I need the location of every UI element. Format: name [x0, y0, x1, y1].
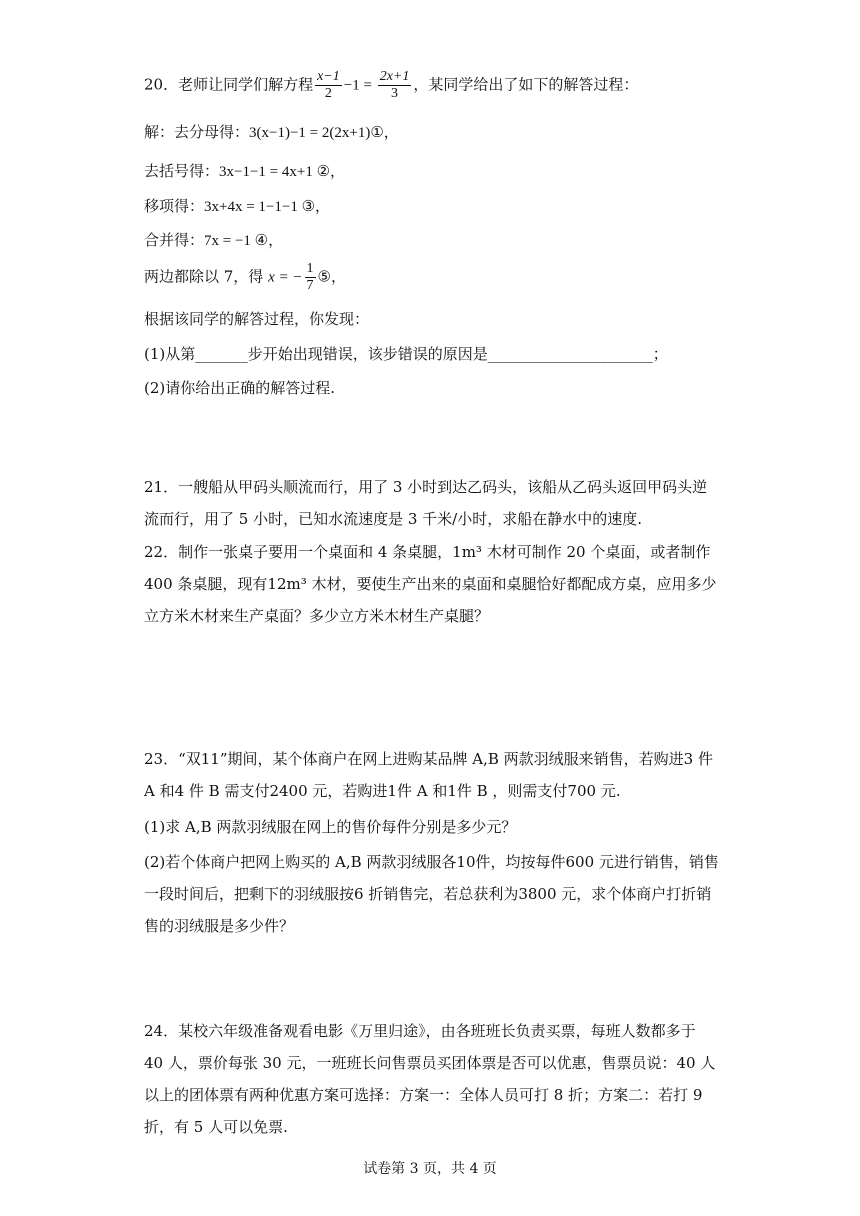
- q22-text: 22．制作一张桌子要用一个桌面和 4 条桌腿，1m³ 木材可制作 20 个桌面，或者制作 400 条桌腿，现有12m³ 木材，要使生产出来的桌面和桌腿恰好都配成方桌，应用多少立方米木材来生产桌面？多少立方米木材生产桌腿？: [144, 543, 717, 625]
- q20-step-4: 合并得：7x = −1 ④，: [144, 231, 284, 249]
- q20-stem: [144, 70, 638, 101]
- q23-part-2: (2)若个体商户把网上购买的 A,B 两款羽绒服各10件，均按每件600 元进行销售，销售一段时间后，把剩下的羽绒服按6 折销售完，若总获利为3800 元，求个体商户打折销售的羽绒服是多少件？: [144, 853, 719, 935]
- q23-text: 23．“双11”期间，某个体商户在网上进购某品牌 A,B 两款羽绒服来销售，若购进3 件 A 和4 件 B 需支付2400 元，若购进1件 A 和1件 B ，则需支付700 元.: [144, 750, 713, 800]
- q20-intro-end: ，某同学给出了如下的解答过程：: [413, 75, 639, 94]
- step5-fraction: $\frac{1}{7}$: [306, 261, 314, 293]
- q20-step-2: 去括号得：3x−1−1 = 4x+1 ②，: [144, 162, 346, 180]
- equation-fraction-right: $\frac{2x+1}{3}$: [379, 69, 410, 101]
- q20-step-5: 两边都除以 7，得 x = − $\frac{1}{7}$ ⑤，: [144, 261, 346, 293]
- q20-step-1: 解：去分母得：3(x−1)−1 = 2(2x+1)①，: [144, 123, 399, 141]
- q20-discover: 根据该同学的解答过程，你发现：: [144, 310, 370, 328]
- equation-middle: −1 =: [343, 77, 376, 94]
- q20-intro: 20．老师让同学们解方程: [144, 75, 314, 94]
- q24-text: 24．某校六年级准备观看电影《万里归途》，由各班班长负责买票，每班人数都多于 40 人，票价每张 30 元，一班班长问售票员买团体票是否可以优惠，售票员说：40 人以上的团体票有两种优惠方案可选择：方案一：全体人员可打 8 折；方案二：若打 9 折，有 5 人可以免票.: [144, 1022, 716, 1136]
- q20-part-1: (1)从第_______步开始出现错误，该步错误的原因是______________________；: [144, 345, 668, 363]
- equation-fraction-left: $\frac{x-1}{2}$: [317, 69, 340, 101]
- page-footer: 试卷第 3 页，共 4 页: [363, 1161, 497, 1177]
- q20-step-3: 移项得：3x+4x = 1−1−1 ③，: [144, 197, 331, 215]
- q23-part-1: (1)求 A,B 两款羽绒服在网上的售价每件分别是多少元？: [144, 818, 517, 836]
- q21-text: 21．一艘船从甲码头顺流而行，用了 3 小时到达乙码头，该船从乙码头返回甲码头逆流而行，用了 5 小时，已知水流速度是 3 千米/小时，求船在静水中的速度.: [144, 478, 708, 528]
- q20-part-2: (2)请你给出正确的解答过程.: [144, 379, 336, 397]
